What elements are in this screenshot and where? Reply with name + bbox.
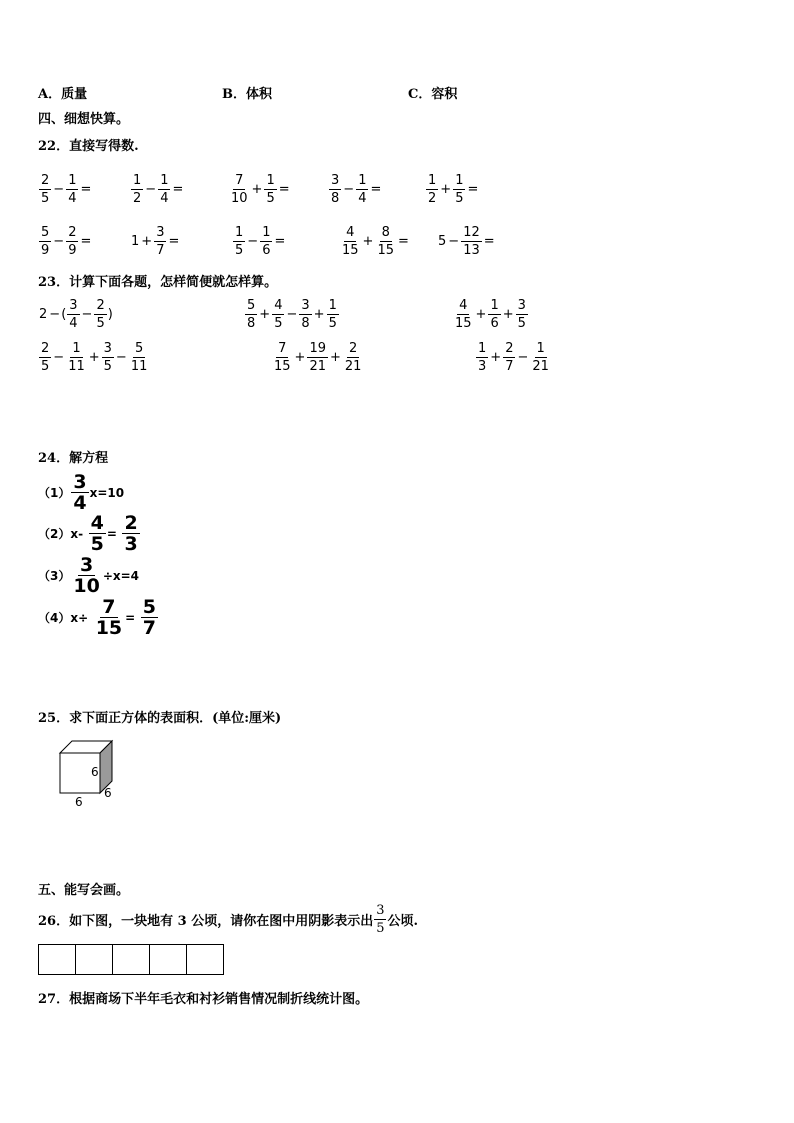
section-5-heading: 五、能写会画。 xyxy=(38,883,130,898)
option-a: A．质量 xyxy=(38,87,88,102)
q22-expr-1-4: $\frac{3}{8}$ − $\frac{1}{4}$ = xyxy=(331,173,382,206)
q22-expr-2-4: $\frac{4}{15}$ + $\frac{8}{15}$ = xyxy=(342,225,409,258)
q22-expr-1-1: $\frac{2}{5}$ − $\frac{1}{4}$ = xyxy=(41,173,92,206)
land-cell-3[interactable] xyxy=(112,944,150,975)
q23-expr-5: $\frac{7}{15}$ + $\frac{19}{21}$ + $\frac{2}{21}$ xyxy=(274,341,362,374)
q22-expr-2-1: $\frac{5}{9}$ − $\frac{2}{9}$ = xyxy=(41,225,92,258)
q24-title: 24．解方程 xyxy=(38,451,109,466)
cube-bottom-label: 6 xyxy=(75,795,83,809)
option-b: B．体积 xyxy=(222,87,272,102)
q22-expr-1-5: $\frac{1}{2}$ + $\frac{1}{5}$ = xyxy=(428,173,479,206)
land-cell-1[interactable] xyxy=(38,944,76,975)
q23-expr-2: $\frac{5}{8}$ + $\frac{4}{5}$ − $\frac{3}{8}$ + $\frac{1}{5}$ xyxy=(247,298,337,331)
q22-expr-1-2: $\frac{1}{2}$ − $\frac{1}{4}$ = xyxy=(133,173,184,206)
q24-eq-4: （4） x÷ $\frac{7}{15}$ = $\frac{5}{7}$ xyxy=(38,596,156,639)
q23-title: 23．计算下面各题，怎样简便就怎样算。 xyxy=(38,275,278,290)
q22-expr-2-5: 5 − $\frac{12}{13}$ = xyxy=(438,225,495,258)
q23-expr-4: $\frac{2}{5}$ − $\frac{1}{11}$ + $\frac{3}{5}$ − $\frac{5}{11}$ xyxy=(41,341,148,374)
option-c: C．容积 xyxy=(408,87,458,102)
land-cell-2[interactable] xyxy=(75,944,113,975)
q23-expr-3: $\frac{4}{15}$ + $\frac{1}{6}$ + $\frac{3}{5}$ xyxy=(455,298,526,331)
q27-title: 27．根据商场下半年毛衣和衬衫销售情况制折线统计图。 xyxy=(38,992,369,1007)
q26-text: 26．如下图，一块地有 3 公顷，请你在图中用阴影表示出 $\frac{3}{5}$ 公顷. xyxy=(38,903,419,936)
q22-expr-2-2: 1 + $\frac{3}{7}$ = xyxy=(131,225,180,258)
q22-title: 22．直接写得数. xyxy=(38,139,139,154)
section-4-heading: 四、细想快算。 xyxy=(38,112,130,127)
q23-expr-6: $\frac{1}{3}$ + $\frac{2}{7}$ − $\frac{1}{21}$ xyxy=(478,341,549,374)
cube-side-label: 6 xyxy=(104,786,112,800)
q22-expr-1-3: $\frac{7}{10}$ + $\frac{1}{5}$ = xyxy=(231,173,290,206)
q25-title: 25．求下面正方体的表面积．(单位:厘米) xyxy=(38,711,282,726)
q24-eq-2: （2） x- $\frac{4}{5}$ = $\frac{2}{3}$ xyxy=(38,512,138,555)
land-cell-5[interactable] xyxy=(186,944,224,975)
land-grid[interactable] xyxy=(38,944,224,975)
q23-expr-1: 2 − ( $\frac{3}{4}$ − $\frac{2}{5}$ ) xyxy=(39,298,113,331)
cube-figure xyxy=(50,735,130,810)
q24-eq-1: （1） $\frac{3}{4}$ x=10 xyxy=(38,471,125,514)
cube-front-label: 6 xyxy=(91,765,99,779)
q22-expr-2-3: $\frac{1}{5}$ − $\frac{1}{6}$ = xyxy=(235,225,286,258)
land-cell-4[interactable] xyxy=(149,944,187,975)
q24-eq-3: （3） $\frac{3}{10}$ ÷x=4 xyxy=(38,554,140,597)
